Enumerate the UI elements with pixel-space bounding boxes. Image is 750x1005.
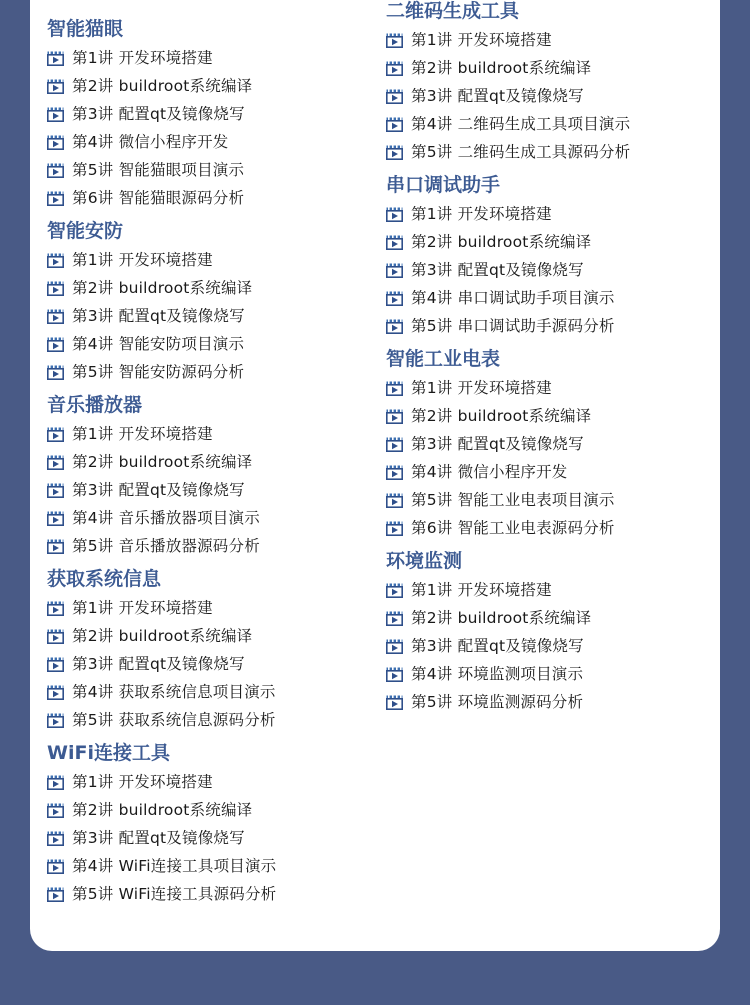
course-section <box>47 14 367 212</box>
course-section <box>47 564 367 734</box>
video-play-icon <box>386 521 403 536</box>
lesson-item[interactable] <box>386 54 706 82</box>
video-play-icon <box>386 437 403 452</box>
video-play-icon <box>47 657 64 672</box>
lesson-label: 第4讲 获取系统信息项目演示 <box>72 683 276 701</box>
lesson-label: 第2讲 buildroot系统编译 <box>72 453 253 471</box>
lesson-label: 第4讲 微信小程序开发 <box>72 133 229 151</box>
section-title: 智能安防 <box>47 220 124 242</box>
lesson-label: 第4讲 微信小程序开发 <box>411 463 568 481</box>
video-play-icon <box>47 831 64 846</box>
video-play-icon <box>386 639 403 654</box>
lesson-label: 第2讲 buildroot系统编译 <box>411 59 592 77</box>
lesson-item[interactable] <box>386 138 706 166</box>
video-play-icon <box>386 33 403 48</box>
lesson-label: 第2讲 buildroot系统编译 <box>72 77 253 95</box>
lesson-item[interactable] <box>386 430 706 458</box>
video-play-icon <box>386 117 403 132</box>
video-play-icon <box>47 455 64 470</box>
course-section <box>386 546 706 716</box>
video-play-icon <box>47 191 64 206</box>
course-card <box>30 0 720 951</box>
lesson-item[interactable] <box>386 284 706 312</box>
video-play-icon <box>47 685 64 700</box>
lesson-item[interactable] <box>47 302 367 330</box>
video-play-icon <box>386 667 403 682</box>
video-play-icon <box>47 365 64 380</box>
lesson-item[interactable] <box>47 476 367 504</box>
video-play-icon <box>47 309 64 324</box>
course-section <box>47 216 367 386</box>
video-play-icon <box>386 263 403 278</box>
video-play-icon <box>47 713 64 728</box>
lesson-label: 第5讲 WiFi连接工具源码分析 <box>72 885 277 903</box>
lesson-label: 第3讲 配置qt及镜像烧写 <box>72 481 245 499</box>
section-title: 智能猫眼 <box>47 18 124 40</box>
video-play-icon <box>47 483 64 498</box>
section-title: 二维码生成工具 <box>386 0 520 22</box>
lesson-item[interactable] <box>386 402 706 430</box>
course-section <box>386 170 706 340</box>
video-play-icon <box>386 381 403 396</box>
video-play-icon <box>47 887 64 902</box>
lesson-label: 第5讲 智能工业电表项目演示 <box>411 491 615 509</box>
lesson-label: 第1讲 开发环境搭建 <box>72 425 213 443</box>
video-play-icon <box>47 775 64 790</box>
lesson-label: 第4讲 智能安防项目演示 <box>72 335 245 353</box>
left-column <box>47 0 367 908</box>
course-section <box>47 738 367 908</box>
video-play-icon <box>386 583 403 598</box>
lesson-label: 第2讲 buildroot系统编译 <box>411 233 592 251</box>
lesson-label: 第1讲 开发环境搭建 <box>411 205 552 223</box>
lesson-item[interactable] <box>47 448 367 476</box>
column-spacer <box>47 0 367 10</box>
course-section <box>47 390 367 560</box>
lesson-item[interactable] <box>47 420 367 448</box>
section-title: 音乐播放器 <box>47 394 143 416</box>
lesson-label: 第1讲 开发环境搭建 <box>72 599 213 617</box>
video-play-icon <box>386 235 403 250</box>
lesson-item[interactable] <box>386 228 706 256</box>
lesson-label: 第6讲 智能工业电表源码分析 <box>411 519 615 537</box>
lesson-label: 第1讲 开发环境搭建 <box>72 773 213 791</box>
lesson-label: 第2讲 buildroot系统编译 <box>72 627 253 645</box>
lesson-label: 第4讲 环境监测项目演示 <box>411 665 584 683</box>
video-play-icon <box>47 803 64 818</box>
lesson-label: 第2讲 buildroot系统编译 <box>411 407 592 425</box>
section-title: 串口调试助手 <box>386 174 501 196</box>
lesson-label: 第5讲 二维码生成工具源码分析 <box>411 143 631 161</box>
lesson-item[interactable] <box>386 82 706 110</box>
lesson-label: 第3讲 配置qt及镜像烧写 <box>411 637 584 655</box>
video-play-icon <box>47 281 64 296</box>
video-play-icon <box>386 145 403 160</box>
lesson-item[interactable] <box>47 330 367 358</box>
video-play-icon <box>386 319 403 334</box>
lesson-label: 第3讲 配置qt及镜像烧写 <box>72 829 245 847</box>
video-play-icon <box>47 539 64 554</box>
video-play-icon <box>47 427 64 442</box>
lesson-item[interactable] <box>47 358 367 386</box>
lesson-item[interactable] <box>386 26 706 54</box>
course-section <box>386 344 706 542</box>
section-title: 获取系统信息 <box>47 568 162 590</box>
video-play-icon <box>47 859 64 874</box>
video-play-icon <box>47 79 64 94</box>
lesson-item[interactable] <box>386 514 706 542</box>
lesson-label: 第3讲 配置qt及镜像烧写 <box>72 105 245 123</box>
lesson-item[interactable] <box>47 824 367 852</box>
lesson-item[interactable] <box>47 246 367 274</box>
lesson-item[interactable] <box>47 622 367 650</box>
video-play-icon <box>386 291 403 306</box>
lesson-label: 第5讲 获取系统信息源码分析 <box>72 711 276 729</box>
video-play-icon <box>386 207 403 222</box>
lesson-label: 第3讲 配置qt及镜像烧写 <box>411 435 584 453</box>
lesson-item[interactable] <box>47 100 367 128</box>
lesson-label: 第1讲 开发环境搭建 <box>411 379 552 397</box>
lesson-item[interactable] <box>47 274 367 302</box>
course-section <box>386 0 706 166</box>
lesson-label: 第5讲 环境监测源码分析 <box>411 693 584 711</box>
video-play-icon <box>47 135 64 150</box>
lesson-label: 第2讲 buildroot系统编译 <box>411 609 592 627</box>
lesson-item[interactable] <box>47 650 367 678</box>
lesson-item[interactable] <box>47 852 367 880</box>
lesson-item[interactable] <box>47 594 367 622</box>
video-play-icon <box>47 629 64 644</box>
lesson-item[interactable] <box>386 256 706 284</box>
lesson-item[interactable] <box>386 200 706 228</box>
lesson-label: 第6讲 智能猫眼源码分析 <box>72 189 245 207</box>
lesson-label: 第3讲 配置qt及镜像烧写 <box>411 87 584 105</box>
lesson-item[interactable] <box>47 184 367 212</box>
lesson-item[interactable] <box>386 576 706 604</box>
lesson-item[interactable] <box>47 796 367 824</box>
video-play-icon <box>386 465 403 480</box>
lesson-item[interactable] <box>47 72 367 100</box>
lesson-label: 第5讲 智能安防源码分析 <box>72 363 245 381</box>
lesson-label: 第5讲 智能猫眼项目演示 <box>72 161 245 179</box>
lesson-label: 第4讲 WiFi连接工具项目演示 <box>72 857 277 875</box>
lesson-label: 第4讲 音乐播放器项目演示 <box>72 509 260 527</box>
lesson-item[interactable] <box>47 706 367 734</box>
lesson-label: 第3讲 配置qt及镜像烧写 <box>72 655 245 673</box>
video-play-icon <box>47 163 64 178</box>
lesson-item[interactable] <box>47 768 367 796</box>
lesson-item[interactable] <box>47 678 367 706</box>
lesson-label: 第1讲 开发环境搭建 <box>411 581 552 599</box>
video-play-icon <box>386 89 403 104</box>
video-play-icon <box>47 107 64 122</box>
lesson-item[interactable] <box>386 458 706 486</box>
lesson-label: 第1讲 开发环境搭建 <box>72 251 213 269</box>
section-title: 环境监测 <box>386 550 463 572</box>
video-play-icon <box>47 51 64 66</box>
lesson-label: 第5讲 音乐播放器源码分析 <box>72 537 260 555</box>
lesson-item[interactable] <box>386 604 706 632</box>
lesson-label: 第4讲 二维码生成工具项目演示 <box>411 115 631 133</box>
lesson-item[interactable] <box>47 880 367 908</box>
lesson-label: 第2讲 buildroot系统编译 <box>72 801 253 819</box>
lesson-label: 第5讲 串口调试助手源码分析 <box>411 317 615 335</box>
lesson-item[interactable] <box>47 532 367 560</box>
video-play-icon <box>47 601 64 616</box>
lesson-item[interactable] <box>386 312 706 340</box>
lesson-item[interactable] <box>386 632 706 660</box>
lesson-label: 第1讲 开发环境搭建 <box>72 49 213 67</box>
video-play-icon <box>47 337 64 352</box>
video-play-icon <box>386 695 403 710</box>
section-title: WiFi连接工具 <box>47 742 170 764</box>
lesson-item[interactable] <box>47 504 367 532</box>
right-column <box>386 0 706 716</box>
lesson-item[interactable] <box>47 128 367 156</box>
lesson-label: 第2讲 buildroot系统编译 <box>72 279 253 297</box>
lesson-item[interactable] <box>386 110 706 138</box>
video-play-icon <box>386 493 403 508</box>
lesson-item[interactable] <box>47 156 367 184</box>
lesson-item[interactable] <box>47 44 367 72</box>
lesson-label: 第3讲 配置qt及镜像烧写 <box>72 307 245 325</box>
video-play-icon <box>47 253 64 268</box>
lesson-item[interactable] <box>386 486 706 514</box>
lesson-label: 第1讲 开发环境搭建 <box>411 31 552 49</box>
video-play-icon <box>386 611 403 626</box>
lesson-item[interactable] <box>386 374 706 402</box>
lesson-item[interactable] <box>386 660 706 688</box>
video-play-icon <box>386 61 403 76</box>
video-play-icon <box>386 409 403 424</box>
video-play-icon <box>47 511 64 526</box>
section-title: 智能工业电表 <box>386 348 501 370</box>
lesson-item[interactable] <box>386 688 706 716</box>
lesson-label: 第3讲 配置qt及镜像烧写 <box>411 261 584 279</box>
lesson-label: 第4讲 串口调试助手项目演示 <box>411 289 615 307</box>
